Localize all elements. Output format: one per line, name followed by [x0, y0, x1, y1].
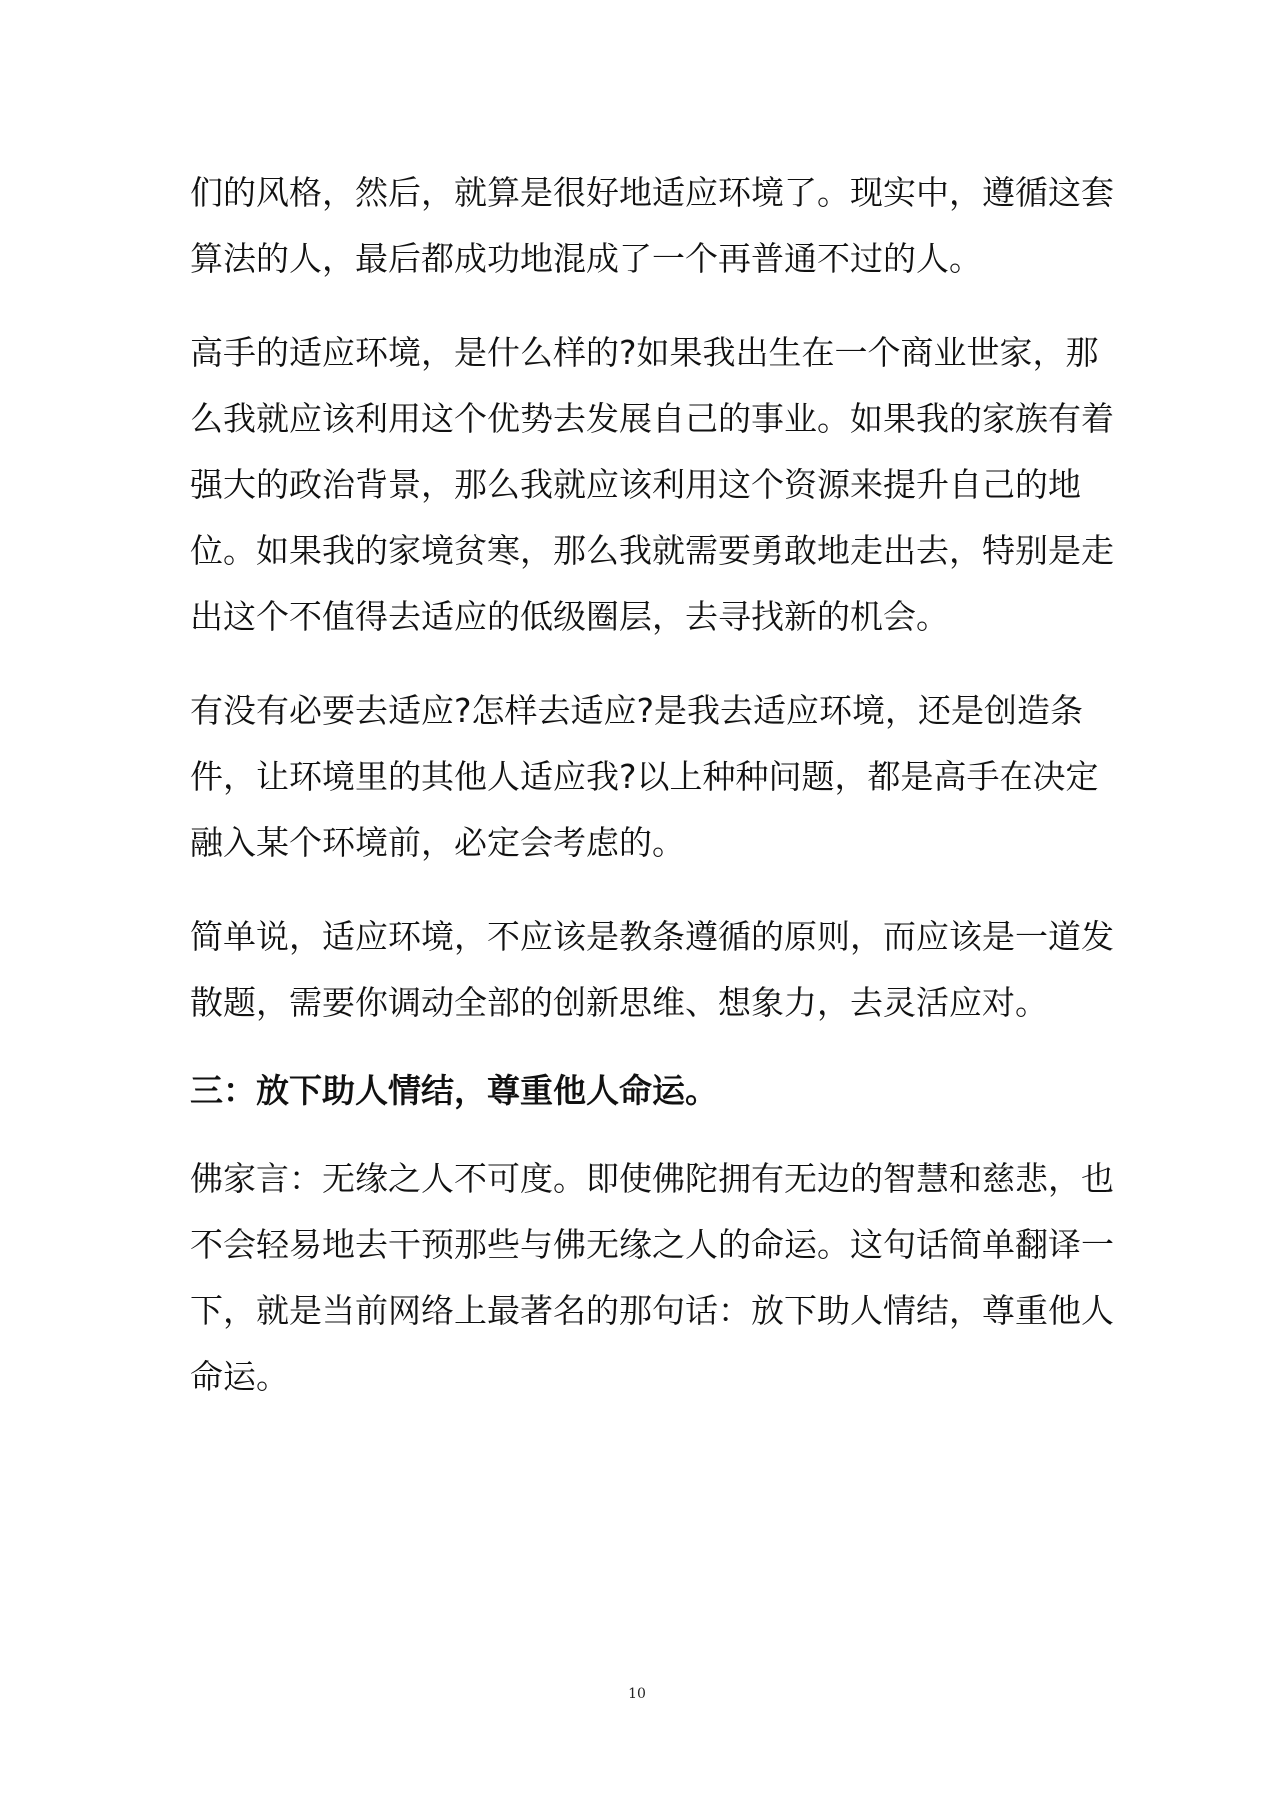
page-number: 10 [628, 1686, 646, 1702]
paragraph-3: 有没有必要去适应?怎样去适应?是我去适应环境，还是创造条件，让环境里的其他人适应我?以上种种问题，都是高手在决定融入某个环境前，必定会考虑的。 [190, 691, 1099, 862]
section-heading: 三：放下助人情结，尊重他人命运。 [190, 1071, 718, 1110]
document-body [190, 160, 1120, 1410]
paragraph-5: 佛家言：无缘之人不可度。即使佛陀拥有无边的智慧和慈悲，也不会轻易地去干预那些与佛无缘之人的命运。这句话简单翻译一下，就是当前网络上最著名的那句话：放下助人情结，尊重他人命运。 [190, 1159, 1114, 1396]
paragraph-2: 高手的适应环境，是什么样的?如果我出生在一个商业世家，那么我就应该利用这个优势去发展自己的事业。如果我的家族有着强大的政治背景，那么我就应该利用这个资源来提升自己的地位。如果我的家境贫寒，那么我就需要勇敢地走出去，特别是走出这个不值得去适应的低级圈层，去寻找新的机会。 [190, 333, 1114, 636]
paragraph-1: 们的风格，然后，就算是很好地适应环境了。现实中，遵循这套算法的人，最后都成功地混成了一个再普通不过的人。 [190, 173, 1114, 278]
paragraph-4: 简单说，适应环境，不应该是教条遵循的原则，而应该是一道发散题，需要你调动全部的创新思维、想象力，去灵活应对。 [190, 917, 1114, 1022]
